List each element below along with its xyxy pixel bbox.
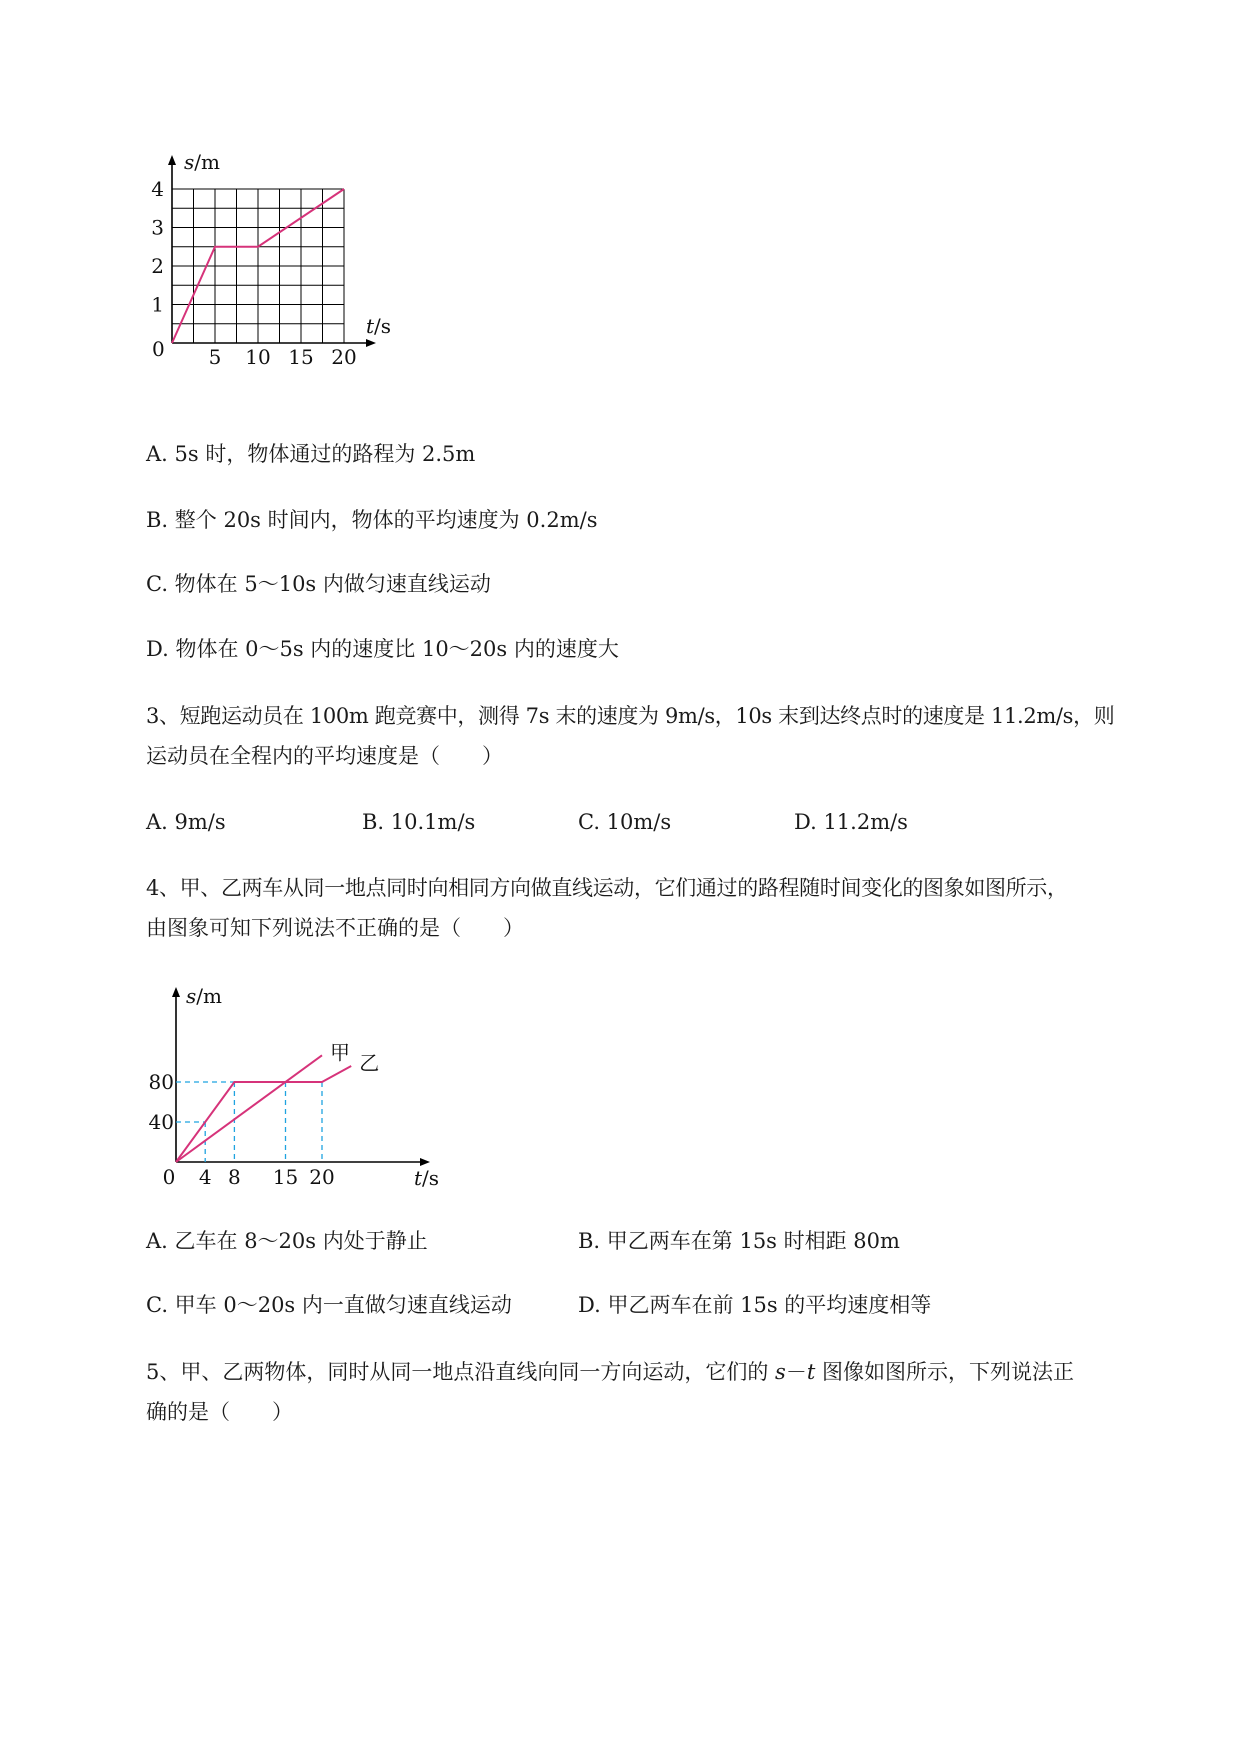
- q2-origin-label: 0: [152, 337, 165, 361]
- q2-graph-axes: [168, 155, 376, 347]
- q2-option-d[interactable]: D. 物体在 0～5s 内的速度比 10～20s 内的速度大: [146, 637, 619, 661]
- q4-y-tick-label: 40: [148, 1110, 174, 1134]
- q4-y-axis-arrow: [172, 987, 180, 997]
- q5-stem-math-t: t: [806, 1360, 816, 1384]
- q4-series-line-jia: [176, 1055, 322, 1162]
- q2-x-axis-label: t/s: [366, 314, 392, 338]
- q2-y-tick-label: 2: [151, 254, 164, 278]
- q4-series-line-yi: [176, 1066, 351, 1162]
- q4-x-tick-labels: [199, 1165, 335, 1189]
- q2-y-axis-label: s/m: [184, 150, 220, 174]
- q2-x-tick-label: 10: [245, 345, 271, 369]
- q2-y-tick-label: 4: [151, 177, 164, 201]
- q4-origin-label: 0: [162, 1165, 176, 1189]
- q2-option-b[interactable]: B. 整个 20s 时间内，物体的平均速度为 0.2m/s: [146, 508, 598, 532]
- q2-st-graph: [140, 150, 400, 405]
- q4-x-axis-arrow: [420, 1158, 430, 1166]
- q2-x-axis-arrow: [366, 339, 376, 347]
- q4-option-a[interactable]: A. 乙车在 8～20s 内处于静止: [146, 1229, 428, 1253]
- q4-graph-guides: [176, 1082, 322, 1162]
- q4-option-b[interactable]: B. 甲乙两车在第 15s 时相距 80m: [578, 1229, 900, 1253]
- q3-option-d[interactable]: D. 11.2m/s: [794, 810, 908, 834]
- q4-x-tick-label: 8: [228, 1165, 241, 1189]
- q2-x-tick-label: 15: [288, 345, 314, 369]
- q2-y-tick-label: 1: [151, 292, 164, 317]
- q5-stem-line-2: 确的是（ ）: [146, 1400, 293, 1424]
- q3-option-b[interactable]: B. 10.1m/s: [362, 810, 476, 834]
- q4-stem-line-1: 4、甲、乙两车从同一地点同时向相同方向做直线运动，它们通过的路程随时间变化的图象如图所示，: [146, 876, 1068, 900]
- q2-option-a[interactable]: A. 5s 时，物体通过的路程为 2.5m: [146, 442, 476, 466]
- q4-y-tick-labels: [149, 1070, 174, 1134]
- q2-y-tick-labels: [151, 177, 164, 317]
- q2-option-c[interactable]: C. 物体在 5～10s 内做匀速直线运动: [146, 572, 491, 596]
- q3-option-c[interactable]: C. 10m/s: [578, 810, 672, 834]
- q4-option-d[interactable]: D. 甲乙两车在前 15s 的平均速度相等: [578, 1293, 932, 1317]
- q4-x-tick-label: 4: [198, 1165, 212, 1189]
- q4-option-c[interactable]: C. 甲车 0～20s 内一直做匀速直线运动: [146, 1293, 512, 1317]
- q4-stem-line-2: 由图象可知下列说法不正确的是（ ）: [146, 916, 524, 940]
- q4-graph-axes: [172, 987, 430, 1166]
- q5-stem-math-s: s: [775, 1360, 786, 1384]
- q5-stem-line-1: [146, 1357, 1074, 1387]
- q4-graph-series: [176, 1055, 351, 1162]
- q2-graph-grid: [172, 189, 344, 343]
- q2-y-axis-arrow: [168, 155, 176, 165]
- q4-series-label-yi: 乙: [359, 1051, 380, 1075]
- q3-option-a[interactable]: A. 9m/s: [146, 810, 226, 834]
- q4-x-tick-label: 15: [272, 1165, 299, 1189]
- q4-series-label-jia: 甲: [330, 1040, 350, 1065]
- q4-st-graph: [140, 985, 440, 1210]
- q3-stem-line-2: 运动员在全程内的平均速度是（ ）: [146, 744, 503, 768]
- q5-stem-text-2: 图像如图所示，下列说法正: [815, 1360, 1074, 1384]
- q2-x-tick-label: 20: [331, 345, 357, 369]
- q4-x-axis-label: t/s: [414, 1166, 440, 1190]
- q2-x-tick-label: 5: [208, 345, 222, 369]
- q4-y-axis-label: s/m: [186, 984, 222, 1008]
- q5-stem-math-dash: －: [785, 1360, 807, 1384]
- q3-stem-line-1: 3、短跑运动员在 100m 跑竞赛中，测得 7s 末的速度为 9m/s，10s 末到达终点时的速度是 11.2m/s，则: [146, 704, 1115, 728]
- q2-x-tick-labels: [209, 345, 357, 369]
- q5-stem-text-1: 5、甲、乙两物体，同时从同一地点沿直线向同一方向运动，它们的: [146, 1360, 776, 1384]
- q4-x-tick-label: 20: [309, 1165, 335, 1189]
- q2-y-tick-label: 3: [151, 215, 164, 240]
- q4-y-tick-label: 80: [148, 1070, 174, 1094]
